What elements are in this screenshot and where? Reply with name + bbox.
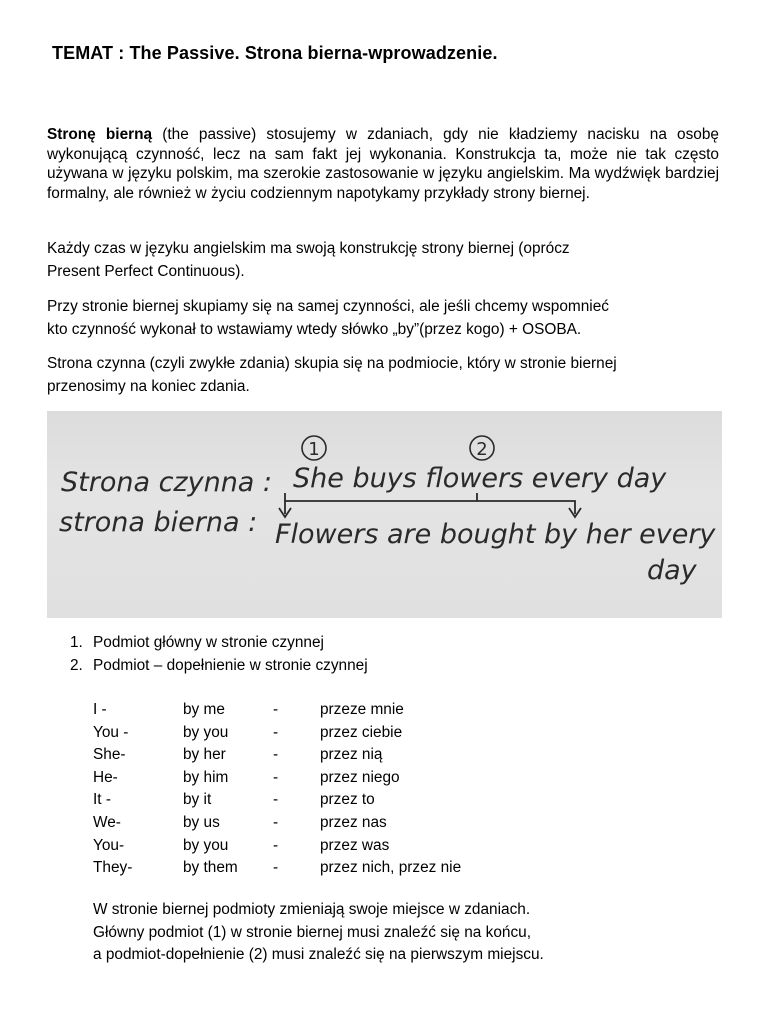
intro-bold-term: Stronę bierną (47, 126, 153, 143)
paragraph-tenses (47, 238, 737, 283)
list-item (70, 654, 368, 677)
pronoun-row (93, 767, 513, 790)
pronoun-by: by you (183, 723, 229, 741)
list-number: 2. (70, 657, 83, 674)
paragraph-tenses-line2: Present Perfect Continuous). (47, 262, 245, 280)
pronoun-polish: przez to (320, 791, 375, 809)
pronoun-row (93, 744, 513, 767)
pronoun-dash: - (273, 791, 279, 809)
pronoun-polish: przez ciebie (320, 723, 403, 741)
sentence-passive-2: day (647, 555, 697, 586)
paragraph-by-line2: kto czynność wykonał to wstawiamy wtedy słówko „by”(przez kogo) + OSOBA. (47, 320, 582, 338)
pronoun-subject: She- (93, 746, 126, 764)
pronoun-subject: He- (93, 768, 118, 786)
pronoun-by: by me (183, 701, 225, 718)
pronoun-dash: - (273, 746, 279, 764)
closing-line2: Główny podmiot (1) w stronie biernej musi znaleźć się na końcu, (93, 923, 531, 941)
pronoun-by: by her (183, 746, 226, 764)
handwritten-example-photo (47, 411, 722, 618)
paragraph-by (47, 296, 737, 341)
pronoun-table (93, 699, 513, 880)
pronoun-dash: - (273, 836, 279, 854)
pronoun-subject: They- (93, 859, 133, 877)
list-item (70, 631, 368, 654)
pronoun-polish: przez nas (320, 813, 387, 831)
pronoun-polish: przez nich, przez nie (320, 859, 462, 877)
pronoun-dash: - (273, 859, 279, 877)
pronoun-row (93, 835, 513, 858)
pronoun-dash: - (273, 768, 279, 786)
paragraph-active-line2: przenosimy na koniec zdania. (47, 377, 250, 395)
numbered-list (70, 631, 368, 677)
pronoun-dash: - (273, 701, 279, 718)
closing-paragraph (93, 899, 544, 967)
pronoun-subject: You- (93, 836, 125, 854)
paragraph-active-voice (47, 353, 737, 398)
pronoun-polish: przez was (320, 836, 390, 854)
pronoun-polish: przeze mnie (320, 701, 404, 718)
pronoun-row (93, 789, 513, 812)
list-text: Podmiot główny w stronie czynnej (93, 634, 324, 651)
closing-line3: a podmiot-dopełnienie (2) musi znaleźć się na pierwszym miejscu. (93, 946, 544, 963)
swap-bracket (285, 501, 575, 514)
pronoun-subject: I - (93, 701, 107, 718)
pronoun-row (93, 812, 513, 835)
pronoun-dash: - (273, 813, 279, 831)
pronoun-by: by you (183, 836, 229, 854)
pronoun-subject: It - (93, 791, 111, 809)
list-number: 1. (70, 634, 83, 651)
pronoun-by: by it (183, 791, 212, 809)
pronoun-dash: - (273, 723, 279, 741)
paragraph-active-line1: Strona czynna (czyli zwykłe zdania) skupia się na podmiocie, który w stronie biernej (47, 355, 617, 372)
marker-2-text: 2 (476, 439, 488, 460)
closing-line1: W stronie biernej podmioty zmieniają swoje miejsce w zdaniach. (93, 901, 531, 918)
paragraph-tenses-line1: Każdy czas w języku angielskim ma swoją konstrukcję strony biernej (oprócz (47, 240, 570, 257)
handwriting-svg (47, 411, 722, 618)
pronoun-by: by us (183, 813, 220, 831)
sentence-active: She buys flowers every day (293, 463, 667, 494)
sentence-passive-1: Flowers are bought by her every (275, 519, 716, 550)
intro-paragraph (47, 125, 719, 203)
pronoun-polish: przez niego (320, 768, 400, 786)
pronoun-by: by him (183, 768, 229, 786)
label-active: Strona czynna : (61, 467, 273, 498)
pronoun-by: by them (183, 859, 238, 877)
label-passive: strona bierna : (59, 507, 258, 538)
paragraph-by-line1: Przy stronie biernej skupiamy się na samej czynności, ale jeśli chcemy wspomnieć (47, 298, 609, 315)
list-text: Podmiot – dopełnienie w stronie czynnej (93, 657, 368, 674)
page-title: TEMAT : The Passive. Strona bierna-wprowadzenie. (52, 43, 498, 63)
pronoun-subject: We- (93, 813, 121, 831)
pronoun-polish: przez nią (320, 746, 383, 764)
pronoun-row (93, 699, 513, 722)
pronoun-row (93, 722, 513, 745)
intro-text: (the passive) stosujemy w zdaniach, gdy nie kładziemy nacisku na osobę wykonującą czynność, lecz na sam fakt jej wykonania. Konstrukcja ta, może nie tak często używana w języku polskim, ma szerokie zastosowanie w języku angielskim. Ma wydźwięk bardziej formalny, ale również w życiu codziennym napotykamy przykłady strony biernej. (47, 126, 719, 202)
pronoun-row (93, 857, 513, 880)
marker-1-text: 1 (308, 439, 320, 460)
pronoun-subject: You - (93, 723, 129, 741)
